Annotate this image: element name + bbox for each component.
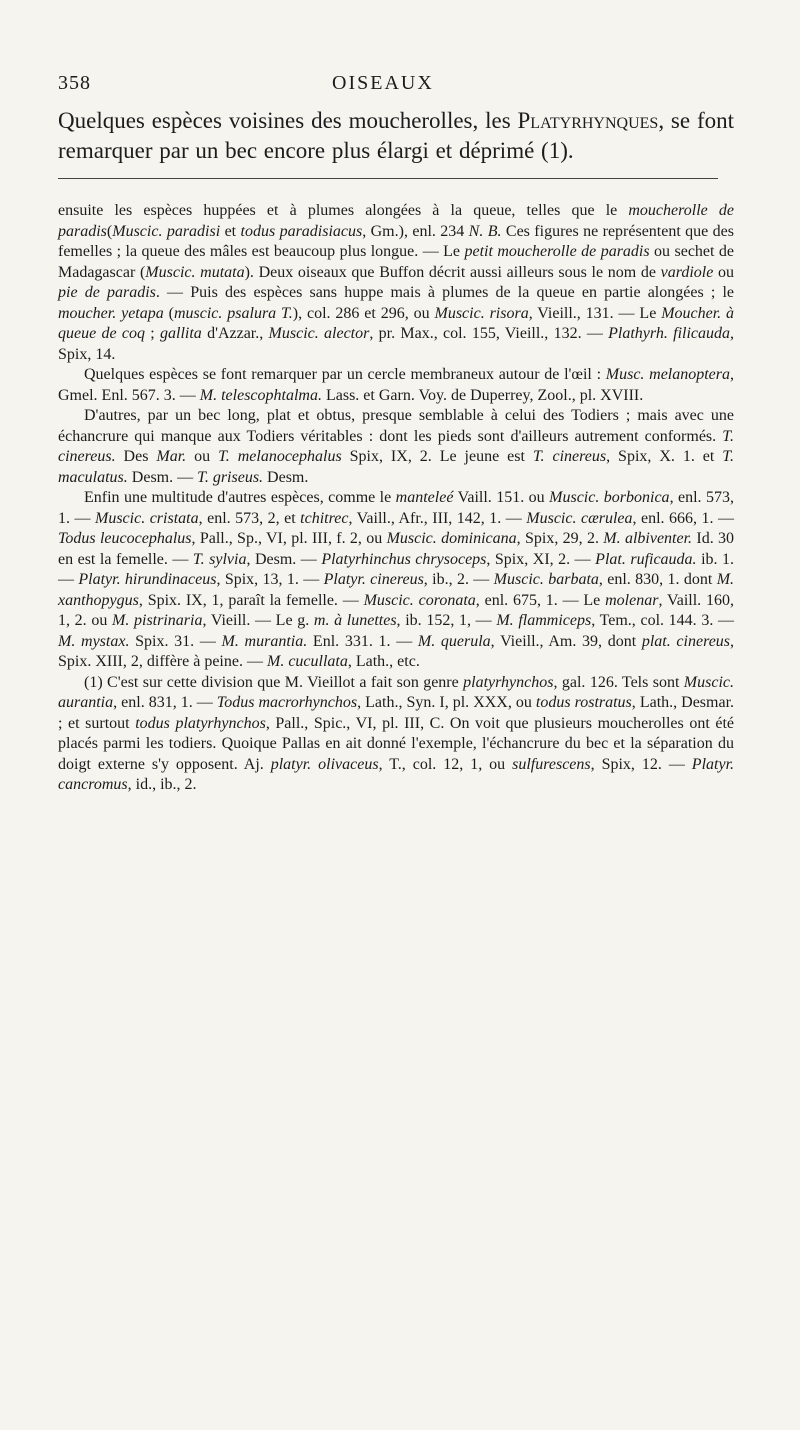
main-text: Quelques espèces voisines des moucherolles, les — [58, 108, 518, 133]
note-italic: Musc. melanoptera — [605, 366, 731, 383]
note-paragraph — [58, 365, 734, 406]
note-italic: Platyr. hirundinaceus — [78, 571, 217, 588]
note-text: , gal. 126. Tels sont — [553, 673, 684, 691]
footnote-divider — [58, 178, 718, 179]
note-italic: Muscic. barbata — [493, 571, 599, 588]
note-italic: M. mystax. — [58, 632, 130, 650]
note-text: , Spix, 29, 2. — [516, 530, 604, 547]
note-text: , enl. 573, 1. — — [58, 489, 734, 527]
note-text: ( — [163, 304, 174, 322]
note-italic: M. flammiceps — [496, 612, 592, 629]
note-text: Enfin une multitude d'autres espèces, comme le — [84, 489, 396, 506]
note-italic: Mar. — [156, 448, 187, 465]
note-italic: Muscic. cærulea — [526, 509, 633, 527]
note-text: , Vieill., 131. — Le — [528, 304, 662, 322]
note-text: , Spix, 14. — [58, 325, 735, 363]
note-italic: vardiole — [660, 263, 714, 281]
note-italic: M. querula — [417, 632, 491, 650]
note-italic: petit moucherolle de paradis — [464, 243, 650, 260]
note-text: . — Puis des espèces sans huppe mais à plumes de la queue en partie alongées ; le — [155, 284, 735, 301]
note-text: d'Azzar., — [201, 325, 269, 342]
note-text: , Pall., Sp., VI, pl. III, f. 2, ou — [191, 530, 387, 547]
note-text: , enl. 666, 1. — — [632, 509, 735, 527]
note-italic: Muscic. risora — [434, 304, 529, 322]
book-page — [58, 72, 734, 796]
note-italic: muscic. psalura T. — [173, 304, 293, 322]
note-text: , Gmel. Enl. 567. 3. — — [58, 366, 735, 404]
main-paragraph — [58, 106, 734, 166]
note-text: , enl. 831, 1. — — [113, 694, 217, 711]
note-text: Lass. et Garn. Voy. de Duperrey, Zool., pl. XVIII. — [321, 386, 644, 404]
note-italic: Platyr. cinereus — [323, 571, 424, 588]
note-italic: platyr. olivaceus — [270, 755, 379, 773]
note-text: ( — [106, 222, 113, 240]
note-italic: M. murantia. — [221, 632, 308, 650]
note-italic: Muscic. alector — [268, 325, 370, 342]
note-text: ou sechet de Madagascar ( — [58, 243, 734, 281]
note-text: Desm. — [263, 468, 309, 486]
note-text: , Tem., col. 144. 3. — — [591, 612, 735, 629]
note-text: , Pall., Spic., VI, pl. III, C. On voit que plusieurs moucherolles ont été placés parmi les todiers. Quoique Pallas en ait donné l'exemple, l'échancrure du bec et la séparation du doigt externe s'y opposent. Aj. — [58, 714, 735, 773]
note-italic: Muscic. borbonica — [549, 489, 670, 506]
note-text: , Spix. XIII, 2, diffère à peine. — — [58, 632, 735, 670]
note-text: Quelques espèces se font remarquer par un cercle membraneux autour de l'œil : — [84, 366, 606, 383]
page-number: 358 — [58, 72, 91, 94]
note-text: , enl. 573, 2, et — [198, 509, 301, 527]
note-italic: N. B. — [468, 222, 502, 240]
note-text: , T., col. 12, 1, ou — [378, 755, 513, 773]
note-italic: M. cucullata — [266, 653, 348, 670]
note-italic: todus paradisiacus — [240, 222, 363, 240]
note-italic: Plathyrh. filicauda — [608, 325, 731, 342]
note-italic: gallita — [160, 325, 202, 342]
note-paragraph — [58, 488, 734, 673]
note-text: , Vieill., Am. 39, dont — [490, 632, 642, 650]
note-text: , Lath., etc. — [347, 653, 420, 670]
note-text: ib. 1. — — [58, 550, 735, 588]
note-italic: T. cinereus — [532, 448, 607, 465]
note-italic: Muscic. coronata — [363, 591, 476, 609]
footnotes — [58, 201, 734, 796]
note-text: , enl. 675, 1. — Le — [475, 591, 606, 609]
note-paragraph-continuation — [58, 201, 734, 365]
note-italic: T. melanocephalus — [218, 448, 342, 465]
note-text: Vaill. 151. ou — [453, 489, 550, 506]
note-text: (1) C'est sur cette division que M. Vieillot a fait son genre — [84, 673, 464, 691]
note-italic: Todus leucocephalus — [58, 530, 192, 547]
note-italic: Muscic. paradisi — [112, 222, 221, 240]
note-italic: moucher. yetapa — [58, 304, 164, 322]
note-text: , ib. 152, 1, — — [396, 612, 497, 629]
footnote-1 — [58, 673, 734, 796]
note-italic: molenar — [605, 591, 659, 609]
running-head: OISEAUX — [332, 72, 434, 94]
main-text: , se font remarquer par un bec encore plus élargi et déprimé (1). — [58, 108, 734, 163]
note-text: , Lath., Syn. I, pl. XXX, ou — [357, 694, 536, 711]
note-italic: pie de paradis — [58, 284, 156, 301]
note-italic: Platyr. cancromus — [58, 755, 735, 793]
note-italic: Todus macrorhynchos — [216, 694, 358, 711]
note-text: , Gm.), enl. 234 — [362, 222, 469, 240]
note-text: Id. 30 en est la femelle. — — [58, 530, 735, 568]
note-text: et — [220, 222, 241, 240]
note-italic: T. griseus. — [197, 468, 264, 486]
note-italic: Muscic. dominicana — [386, 530, 517, 547]
note-italic: plat. cinereus — [641, 632, 731, 650]
note-italic: T. maculatus. — [58, 448, 734, 486]
note-paragraph — [58, 406, 734, 488]
note-text: Des — [115, 448, 157, 465]
note-italic: Platyrhinchus chrysoceps — [321, 550, 487, 568]
note-text: , Spix, 12. — — [590, 755, 692, 773]
note-text: , Spix, X. 1. et — [606, 448, 723, 465]
note-italic: Moucher. à queue de coq — [58, 304, 735, 342]
note-text: , id., ib., 2. — [127, 776, 197, 793]
note-italic: Plat. ruficauda. — [595, 550, 697, 568]
note-italic: Muscic. cristata — [95, 509, 199, 527]
note-text: , enl. 830, 1. dont — [598, 571, 717, 588]
note-italic: M. xanthopygus — [58, 571, 735, 609]
note-italic: T. cinereus. — [58, 427, 734, 465]
note-italic: Muscic. aurantia — [58, 673, 734, 711]
note-text: , Vaill. 160, 1, 2. ou — [58, 591, 734, 629]
note-text: ou — [713, 263, 734, 281]
note-text: ou — [186, 448, 219, 465]
note-italic: manteleé — [395, 489, 454, 506]
note-text: Spix. 31. — — [129, 632, 222, 650]
genus-name: Platyrhynques — [517, 108, 659, 133]
note-italic: T. sylvia — [192, 550, 247, 568]
note-italic: Muscic. mutata — [145, 263, 245, 281]
page-header — [58, 72, 734, 102]
note-text: , Desm. — — [246, 550, 322, 568]
note-text: , pr. Max., col. 155, Vieill., 132. — — [369, 325, 609, 342]
note-text: , Spix. IX, 1, paraît la femelle. — — [138, 591, 364, 609]
note-text: Desm. — — [127, 468, 198, 486]
note-text: ; — [144, 325, 160, 342]
note-text: ensuite les espèces huppées et à plumes alongées à la queue, telles que le — [58, 202, 629, 219]
note-text: Spix, IX, 2. Le jeune est — [341, 448, 533, 465]
note-italic: moucherolle de paradis — [58, 202, 734, 240]
note-italic: m. à lunettes — [313, 612, 397, 629]
note-italic: M. albiventer. — [603, 530, 693, 547]
note-text: , Spix, 13, 1. — — [216, 571, 324, 588]
note-italic: tchitrec — [300, 509, 349, 527]
note-italic: todus rostratus — [535, 694, 632, 711]
note-text: , Vaill., Afr., III, 142, 1. — — [348, 509, 527, 527]
note-text: , Vieill. — Le g. — [202, 612, 314, 629]
note-text: Enl. 331. 1. — — [307, 632, 418, 650]
note-italic: todus platyrhynchos — [135, 714, 266, 732]
note-italic: M. pistrinaria — [112, 612, 203, 629]
note-text: , Lath., Desmar. ; et surtout — [58, 694, 735, 732]
note-text: Ces figures ne représentent que des femelles ; la queue des mâles est beaucoup plus longue. — Le — [58, 222, 734, 260]
note-text: , Spix, XI, 2. — — [486, 550, 596, 568]
note-text: , ib., 2. — — [423, 571, 494, 588]
note-text: ). Deux oiseaux que Buffon décrit aussi ailleurs sous le nom de — [244, 263, 661, 281]
note-italic: platyrhynchos — [463, 673, 554, 691]
note-italic: M. telescophtalma. — [199, 386, 322, 404]
note-text: D'autres, par un bec long, plat et obtus, presque semblable à celui des Todiers ; mais avec une échancrure qui manque aux Todiers véritables : dont les pieds sont d'ailleurs autrement conformés. — [58, 407, 734, 445]
note-text: ), col. 286 et 296, ou — [292, 304, 435, 322]
note-italic: sulfurescens — [512, 755, 591, 773]
